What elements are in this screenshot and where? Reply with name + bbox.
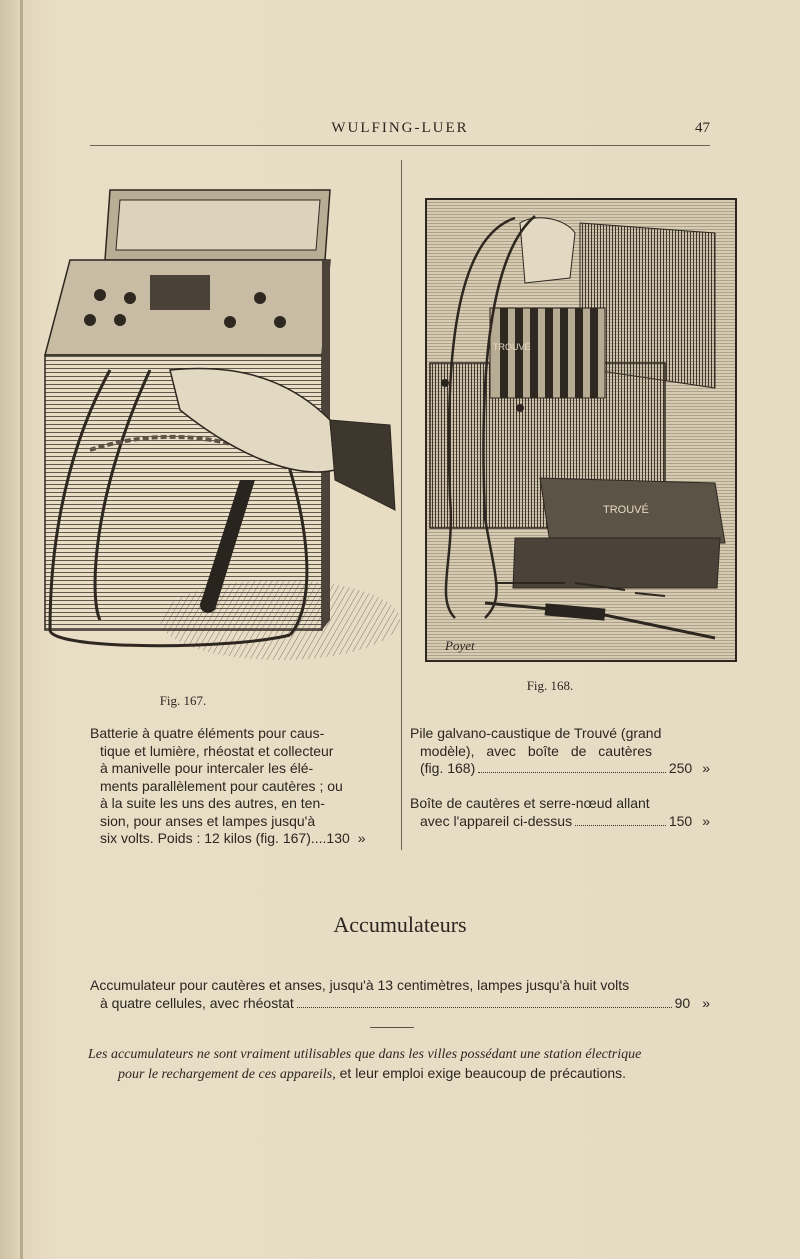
figure-168-illustration bbox=[425, 198, 737, 662]
price-line bbox=[90, 994, 710, 1012]
entry-line: à la suite les uns des autres, en ten- bbox=[100, 795, 325, 811]
note-italic-line: Les accumulateurs ne sont vraiment utilisables que dans les villes possédant une station électrique bbox=[88, 1047, 642, 1062]
price: 250 bbox=[668, 760, 693, 776]
entry-last-line: à quatre cellules, avec rhéostat bbox=[100, 995, 294, 1011]
battery-engraving bbox=[30, 180, 400, 685]
separator-rule bbox=[370, 1027, 414, 1028]
page-spine bbox=[20, 0, 23, 1259]
entry-line: à manivelle pour intercaler les élé- bbox=[100, 760, 314, 776]
section-title: Accumulateurs bbox=[333, 912, 467, 937]
entry-last-line: six volts. Poids : 12 kilos (fig. 167)....130 bbox=[100, 830, 350, 846]
header-rule bbox=[90, 145, 710, 146]
entry-line: Batterie à quatre éléments pour caus- bbox=[90, 725, 325, 741]
currency-mark: » bbox=[702, 760, 710, 776]
currency-mark: » bbox=[702, 812, 710, 829]
entry-line: Accumulateur pour cautères et anses, jusqu'à 13 centimètres, lampes jusqu'à huit volts bbox=[90, 977, 630, 993]
leader-dots bbox=[478, 772, 666, 773]
leader-dots bbox=[297, 1007, 672, 1008]
figure-167-illustration bbox=[30, 180, 400, 685]
entry-line: tique et lumière, rhéostat et collecteur bbox=[100, 742, 334, 759]
note-plain-text: et leur emploi exige beaucoup de précautions. bbox=[335, 1065, 627, 1081]
figure-167-caption: Fig. 167. bbox=[159, 693, 207, 708]
entry-line: modèle), avec boîte de cautères bbox=[420, 742, 653, 759]
cautery-battery-engraving bbox=[425, 198, 737, 662]
entry-line: Pile galvano-caustique de Trouvé (grand bbox=[410, 725, 662, 741]
footnote bbox=[88, 1046, 714, 1084]
price: 90 bbox=[674, 995, 691, 1011]
leader-dots bbox=[575, 825, 666, 826]
trouve-case-label: TROUVÉ bbox=[603, 504, 649, 516]
currency-mark: » bbox=[357, 830, 366, 846]
running-title: WULFING-LUER bbox=[331, 120, 469, 136]
column-divider bbox=[401, 160, 402, 850]
price-line bbox=[410, 760, 710, 778]
figure-168-caption: Fig. 168. bbox=[526, 678, 574, 693]
engraver-signature: Poyet bbox=[445, 638, 475, 653]
entry-last-line: (fig. 168) bbox=[420, 760, 476, 776]
cautery-box-entry bbox=[410, 795, 710, 830]
note-italic-line: pour le rechargement de ces appareils, bbox=[118, 1067, 336, 1082]
price-line bbox=[410, 813, 710, 831]
currency-mark: » bbox=[702, 995, 710, 1011]
price: 150 bbox=[668, 812, 693, 829]
pile-entry bbox=[410, 725, 710, 778]
entry-last-line: avec l'appareil ci-dessus bbox=[420, 812, 573, 829]
battery-entry bbox=[90, 725, 390, 848]
accumulator-entry bbox=[90, 976, 710, 1012]
entry-line: ments parallèlement pour cautères ; ou bbox=[100, 777, 343, 794]
entry-line: sion, pour anses et lampes jusqu'à bbox=[100, 812, 316, 829]
trouve-plate-label: TROUVÉ bbox=[493, 342, 531, 352]
entry-line: Boîte de cautères et serre-nœud allant bbox=[410, 795, 650, 811]
price-line bbox=[90, 830, 390, 848]
page-number: 47 bbox=[695, 120, 710, 136]
page-header bbox=[90, 120, 710, 142]
